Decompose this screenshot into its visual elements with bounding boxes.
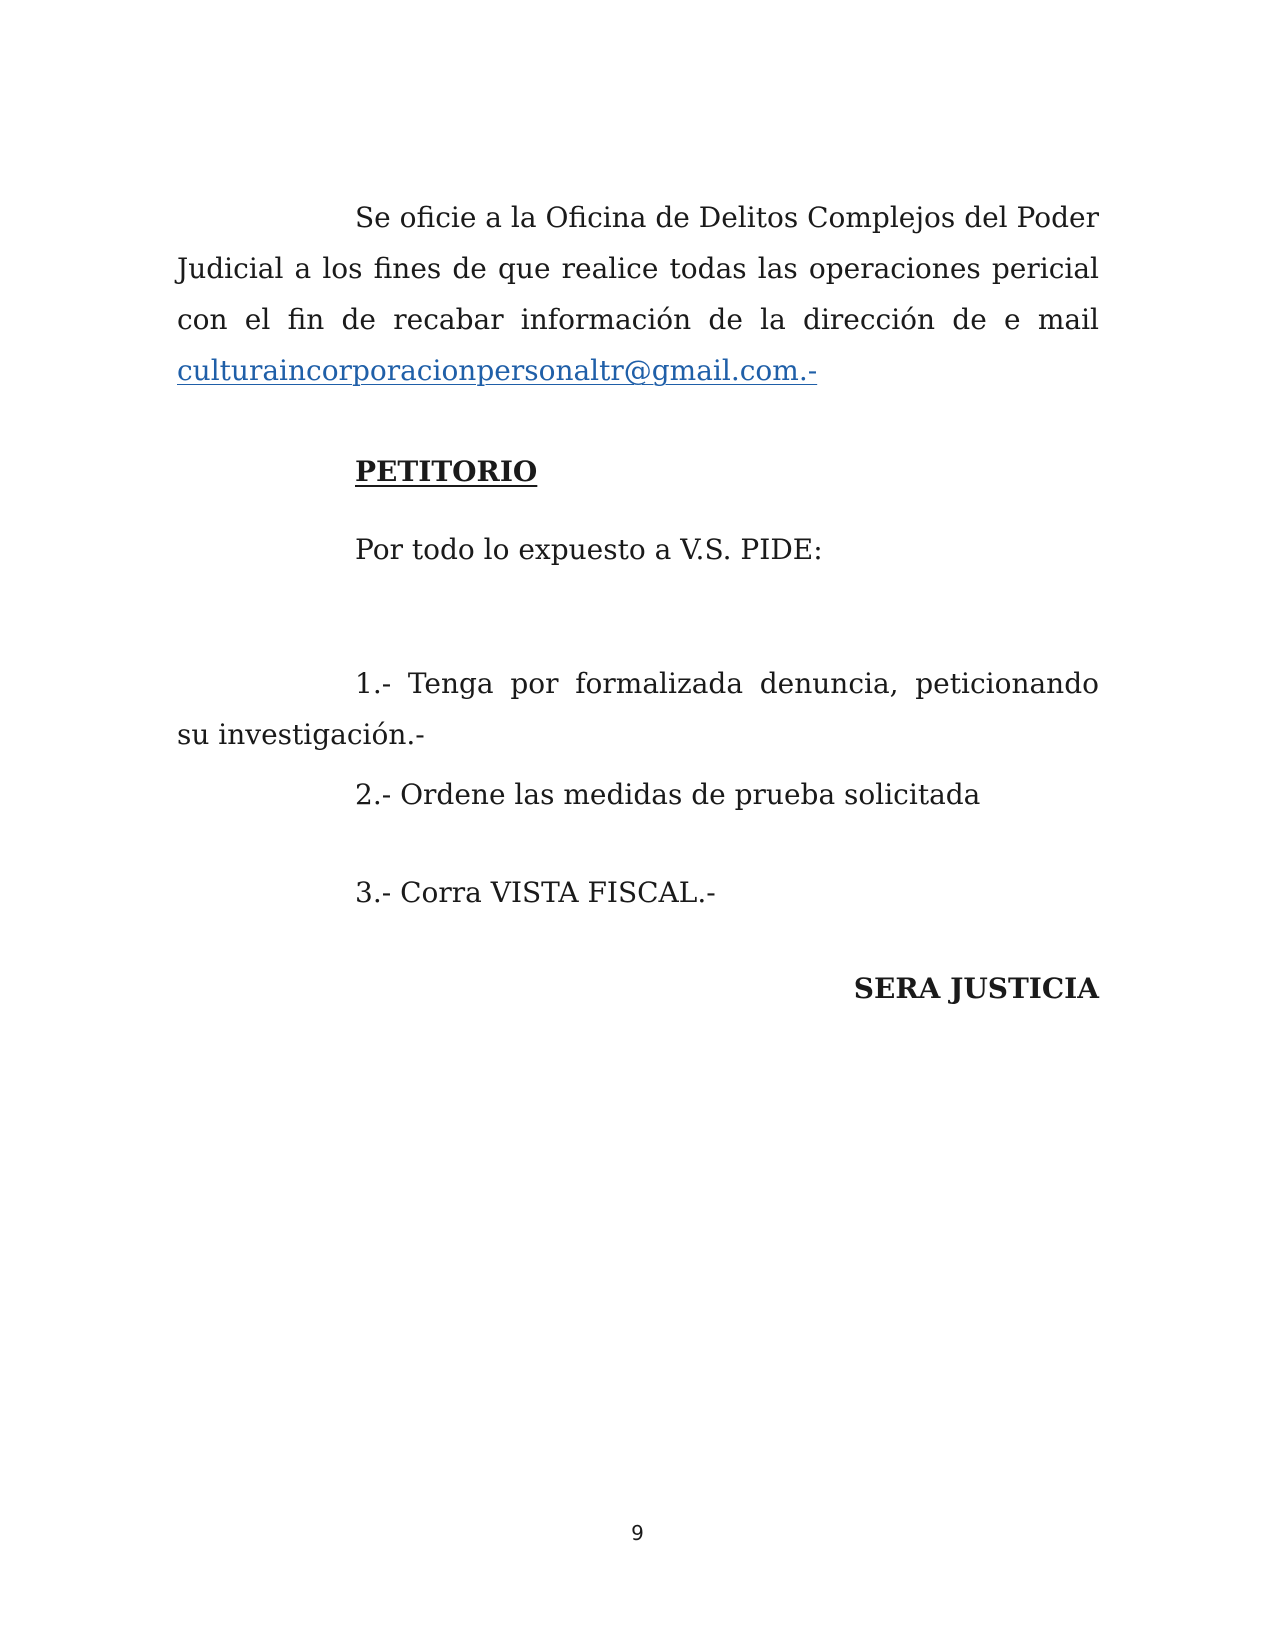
request-item-3: 3.- Corra VISTA FISCAL.- xyxy=(355,876,716,909)
closing-sera-justicia: SERA JUSTICIA xyxy=(853,972,1099,1005)
request-item-2: 2.- Ordene las medidas de prueba solicitada xyxy=(355,778,981,811)
intro-paragraph-text: Se oficie a la Oficina de Delitos Complejos del Poder Judicial a los fines de que realice todas las operaciones pericial con el fin de recabar información de la dirección de e mail xyxy=(177,201,1099,336)
section-heading-petitorio: PETITORIO xyxy=(355,455,538,488)
request-item-1: 1.- Tenga por formalizada denuncia, peticionando su investigación.- xyxy=(177,667,1099,751)
page-number: 9 xyxy=(631,1521,644,1545)
request-intro: Por todo lo expuesto a V.S. PIDE: xyxy=(355,533,823,566)
email-link[interactable]: culturaincorporacionpersonaltr@gmail.com.- xyxy=(177,354,818,387)
intro-paragraph xyxy=(177,192,1099,396)
